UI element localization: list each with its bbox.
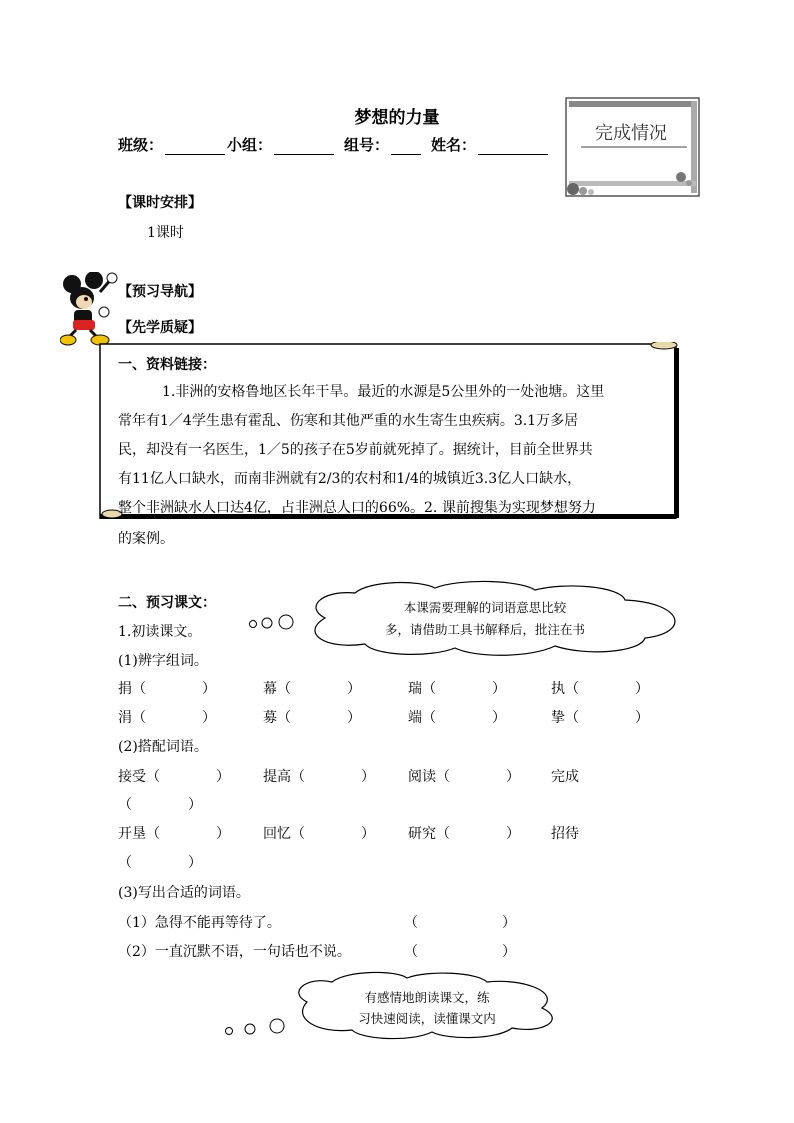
char-item[interactable]: 瑞（ ） (408, 681, 506, 697)
resource-line-1: 1.非洲的安格鲁地区长年干旱。最近的水源是5公里外的一处池塘。这里 (162, 384, 605, 400)
group-no-label: 组号： (344, 136, 390, 154)
class-label: 班级： (118, 136, 164, 154)
question-heading: 【先学质疑】 (118, 320, 202, 336)
group-label: 小组： (227, 136, 273, 154)
preview-heading: 【预习导航】 (118, 284, 202, 300)
cloud2-line1: 有感情地朗读课文，练 (364, 990, 490, 1005)
cloud-icon (245, 578, 690, 658)
sub1-label: (1)辨字组词。 (118, 653, 208, 669)
tip-cloud-1 (245, 578, 690, 658)
name-blank[interactable] (478, 138, 548, 155)
step1-label: 1.初读课文。 (118, 624, 202, 640)
schedule-heading: 【课时安排】 (118, 195, 202, 211)
schedule-value: 1课时 (147, 225, 184, 241)
question-2: （2）一直沉默不语，一句话也不说。 (118, 944, 351, 960)
match-item[interactable]: 开垦（ ） (118, 826, 230, 842)
group-no-blank[interactable] (391, 138, 421, 155)
class-blank[interactable] (165, 138, 225, 155)
cloud1-line1: 本课需要理解的词语意思比较 (403, 600, 567, 615)
char-item[interactable]: 捐（ ） (118, 681, 216, 697)
match-item[interactable]: 阅读（ ） (408, 769, 520, 785)
char-item[interactable]: 挚（ ） (551, 710, 649, 726)
tip-cloud-2 (222, 970, 572, 1042)
match-item[interactable]: 接受（ ） (118, 769, 230, 785)
completion-stamp (565, 97, 700, 197)
sub2-label: (2)搭配词语。 (118, 739, 208, 755)
sub3-label: (3)写出合适的词语。 (118, 885, 250, 901)
match-item[interactable]: 研究（ ） (408, 826, 520, 842)
match-item[interactable]: 提高（ ） (263, 769, 375, 785)
group-blank[interactable] (274, 138, 334, 155)
char-item[interactable]: 募（ ） (263, 710, 361, 726)
stamp-text: 完成情况 (595, 123, 667, 144)
resource-line-2: 常年有1／4学生患有霍乱、伤寒和其他严重的水生寄生虫疾病。3.1万多居 (118, 413, 579, 429)
char-item[interactable]: 执（ ） (551, 681, 649, 697)
question-1-blank[interactable]: （ ） (404, 915, 516, 931)
cloud1-line2: 多，请借助工具书解释后，批注在书 (384, 622, 585, 637)
resource-line-3: 民，却没有一名医生，1／5的孩子在5岁前就死掉了。据统计，目前全世界共 (118, 442, 593, 458)
match-item[interactable]: 完成 (551, 769, 579, 785)
name-label: 姓名： (431, 136, 477, 154)
char-item[interactable]: 端（ ） (408, 710, 506, 726)
match-row-2-wrap[interactable]: （ ） (118, 855, 202, 871)
student-info-line (118, 134, 550, 155)
stamp-frame-icon (565, 97, 700, 197)
resource-heading: 一、资料链接： (118, 357, 216, 373)
resource-line-4: 有11亿人口缺水，而南非洲就有2/3的农村和1/4的城镇近3.3亿人口缺水， (118, 471, 582, 487)
mickey-mascot-icon (60, 272, 120, 347)
char-item[interactable]: 涓（ ） (118, 710, 216, 726)
resource-line-6: 的案例。 (118, 531, 174, 547)
resource-line-5: 整个非洲缺水人口达4亿，占非洲总人口的66%。2. 课前搜集为实现梦想努力 (118, 500, 596, 516)
match-item[interactable]: 招待 (551, 826, 579, 842)
match-item[interactable]: 回忆（ ） (263, 826, 375, 842)
lesson-heading: 二、预习课文： (118, 595, 216, 611)
cloud2-line2: 习快速阅读，读懂课文内 (358, 1011, 496, 1026)
match-row-1-wrap[interactable]: （ ） (118, 797, 202, 813)
char-item[interactable]: 幕（ ） (263, 681, 361, 697)
question-2-blank[interactable]: （ ） (404, 944, 516, 960)
page-title: 梦想的力量 (354, 108, 440, 128)
question-1: （1）急得不能再等待了。 (118, 915, 281, 931)
